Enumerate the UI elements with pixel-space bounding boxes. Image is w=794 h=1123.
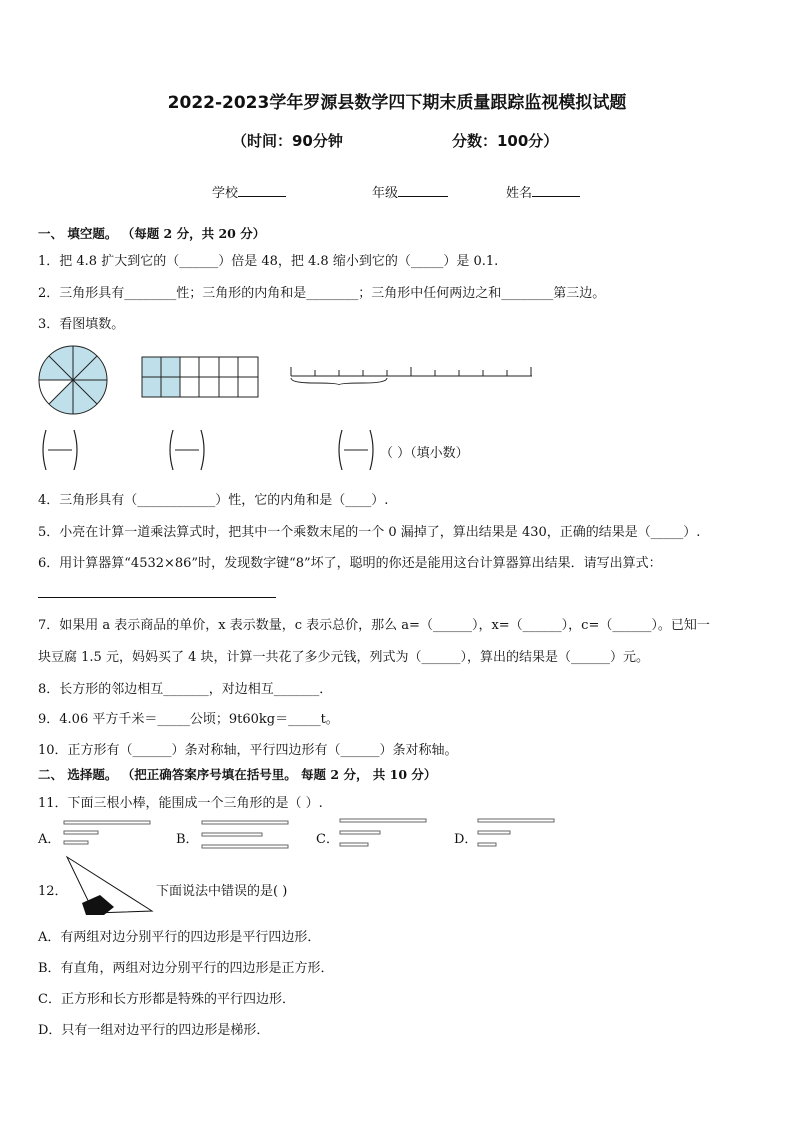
school-label: 学校 [212,186,239,201]
question-12-number: 12． [38,884,68,899]
decimal-answer: （ ）（填小数） [380,446,469,461]
question-8: 8．长方形的邻边相互_______，对边相互_______． [38,682,333,697]
fraction-grid-figure [141,356,259,398]
option-a-label[interactable]: A． [38,832,61,847]
question-7-line-1: 7．如果用 a 表示商品的单价，x 表示数量，c 表示总价，那么 a=（______），x=（______），c=（______）。已知一 [38,618,710,633]
q12-option-a[interactable]: A．有两组对边分别平行的四边形是平行四边形． [38,930,321,945]
question-1: 1．把 4.8 扩大到它的（______）倍是 48，把 4.8 缩小到它的（_____）是 0.1. [38,254,499,269]
question-4: 4．三角形具有（____________）性，它的内角和是（____）. [38,493,389,508]
option-d-label[interactable]: D． [454,832,478,847]
question-9: 9．4.06 平方千米＝_____公顷；9t60kg＝_____t。 [38,712,339,727]
option-d-sticks [476,817,568,851]
exam-time: （时间：90分钟 [232,132,343,150]
name-field [506,182,580,201]
question-6: 6．用计算器算“4532×86”时，发现数字键“8”坏了，聪明的你还是能用这台计算器算出结果．请写出算式： [38,556,662,571]
exam-title: 2022-2023学年罗源县数学四下期末质量跟踪监视模拟试题 [167,93,627,113]
question-3: 3．看图填数。 [38,317,125,332]
question-7-line-2: 块豆腐 1.5 元，妈妈买了 4 块，计算一共花了多少元钱，列式为（______），算出的结果是（______）元。 [38,650,649,665]
section-1-title: 一、 填空题。 （每题 2 分，共 20 分） [38,226,266,241]
question-5: 5．小亮在计算一道乘法算式时，把其中一个乘数末尾的一个 0 漏掉了，算出结果是 430，正确的结果是（_____）. [38,525,701,540]
grade-label: 年级 [372,186,399,201]
number-line-figure [288,364,534,386]
fraction-circle-figure [36,343,110,417]
name-label: 姓名 [506,186,533,201]
option-c-sticks [338,817,430,851]
fraction-answer-3[interactable] [334,428,378,472]
school-field [212,182,286,201]
answer-line-q6[interactable] [38,597,276,598]
option-a-sticks [62,819,154,853]
section-2-title: 二、 选择题。 （把正确答案序号填在括号里。 每题 2 分， 共 10 分） [38,767,437,782]
question-2: 2．三角形具有________性；三角形的内角和是________；三角形中任何两边之和________第三边。 [38,286,606,301]
triangle-figure [64,855,156,917]
question-11: 11．下面三根小棒，能围成一个三角形的是（ ）. [38,796,323,811]
option-c-label[interactable]: C． [316,832,339,847]
question-12-text: 下面说法中错误的是( ) [156,884,288,899]
question-10: 10．正方形有（______）条对称轴，平行四边形有（______）条对称轴。 [38,743,458,758]
grade-field [372,182,448,201]
q12-option-b[interactable]: B．有直角，两组对边分别平行的四边形是正方形． [38,961,334,976]
fraction-answer-1[interactable] [38,428,82,472]
q12-option-c[interactable]: C．正方形和长方形都是特殊的平行四边形． [38,992,295,1007]
q12-option-d[interactable]: D．只有一组对边平行的四边形是梯形． [38,1023,270,1038]
option-b-label[interactable]: B． [176,832,199,847]
option-b-sticks [200,819,292,853]
fraction-answer-2[interactable] [165,428,209,472]
exam-score: 分数：100分） [452,132,559,150]
